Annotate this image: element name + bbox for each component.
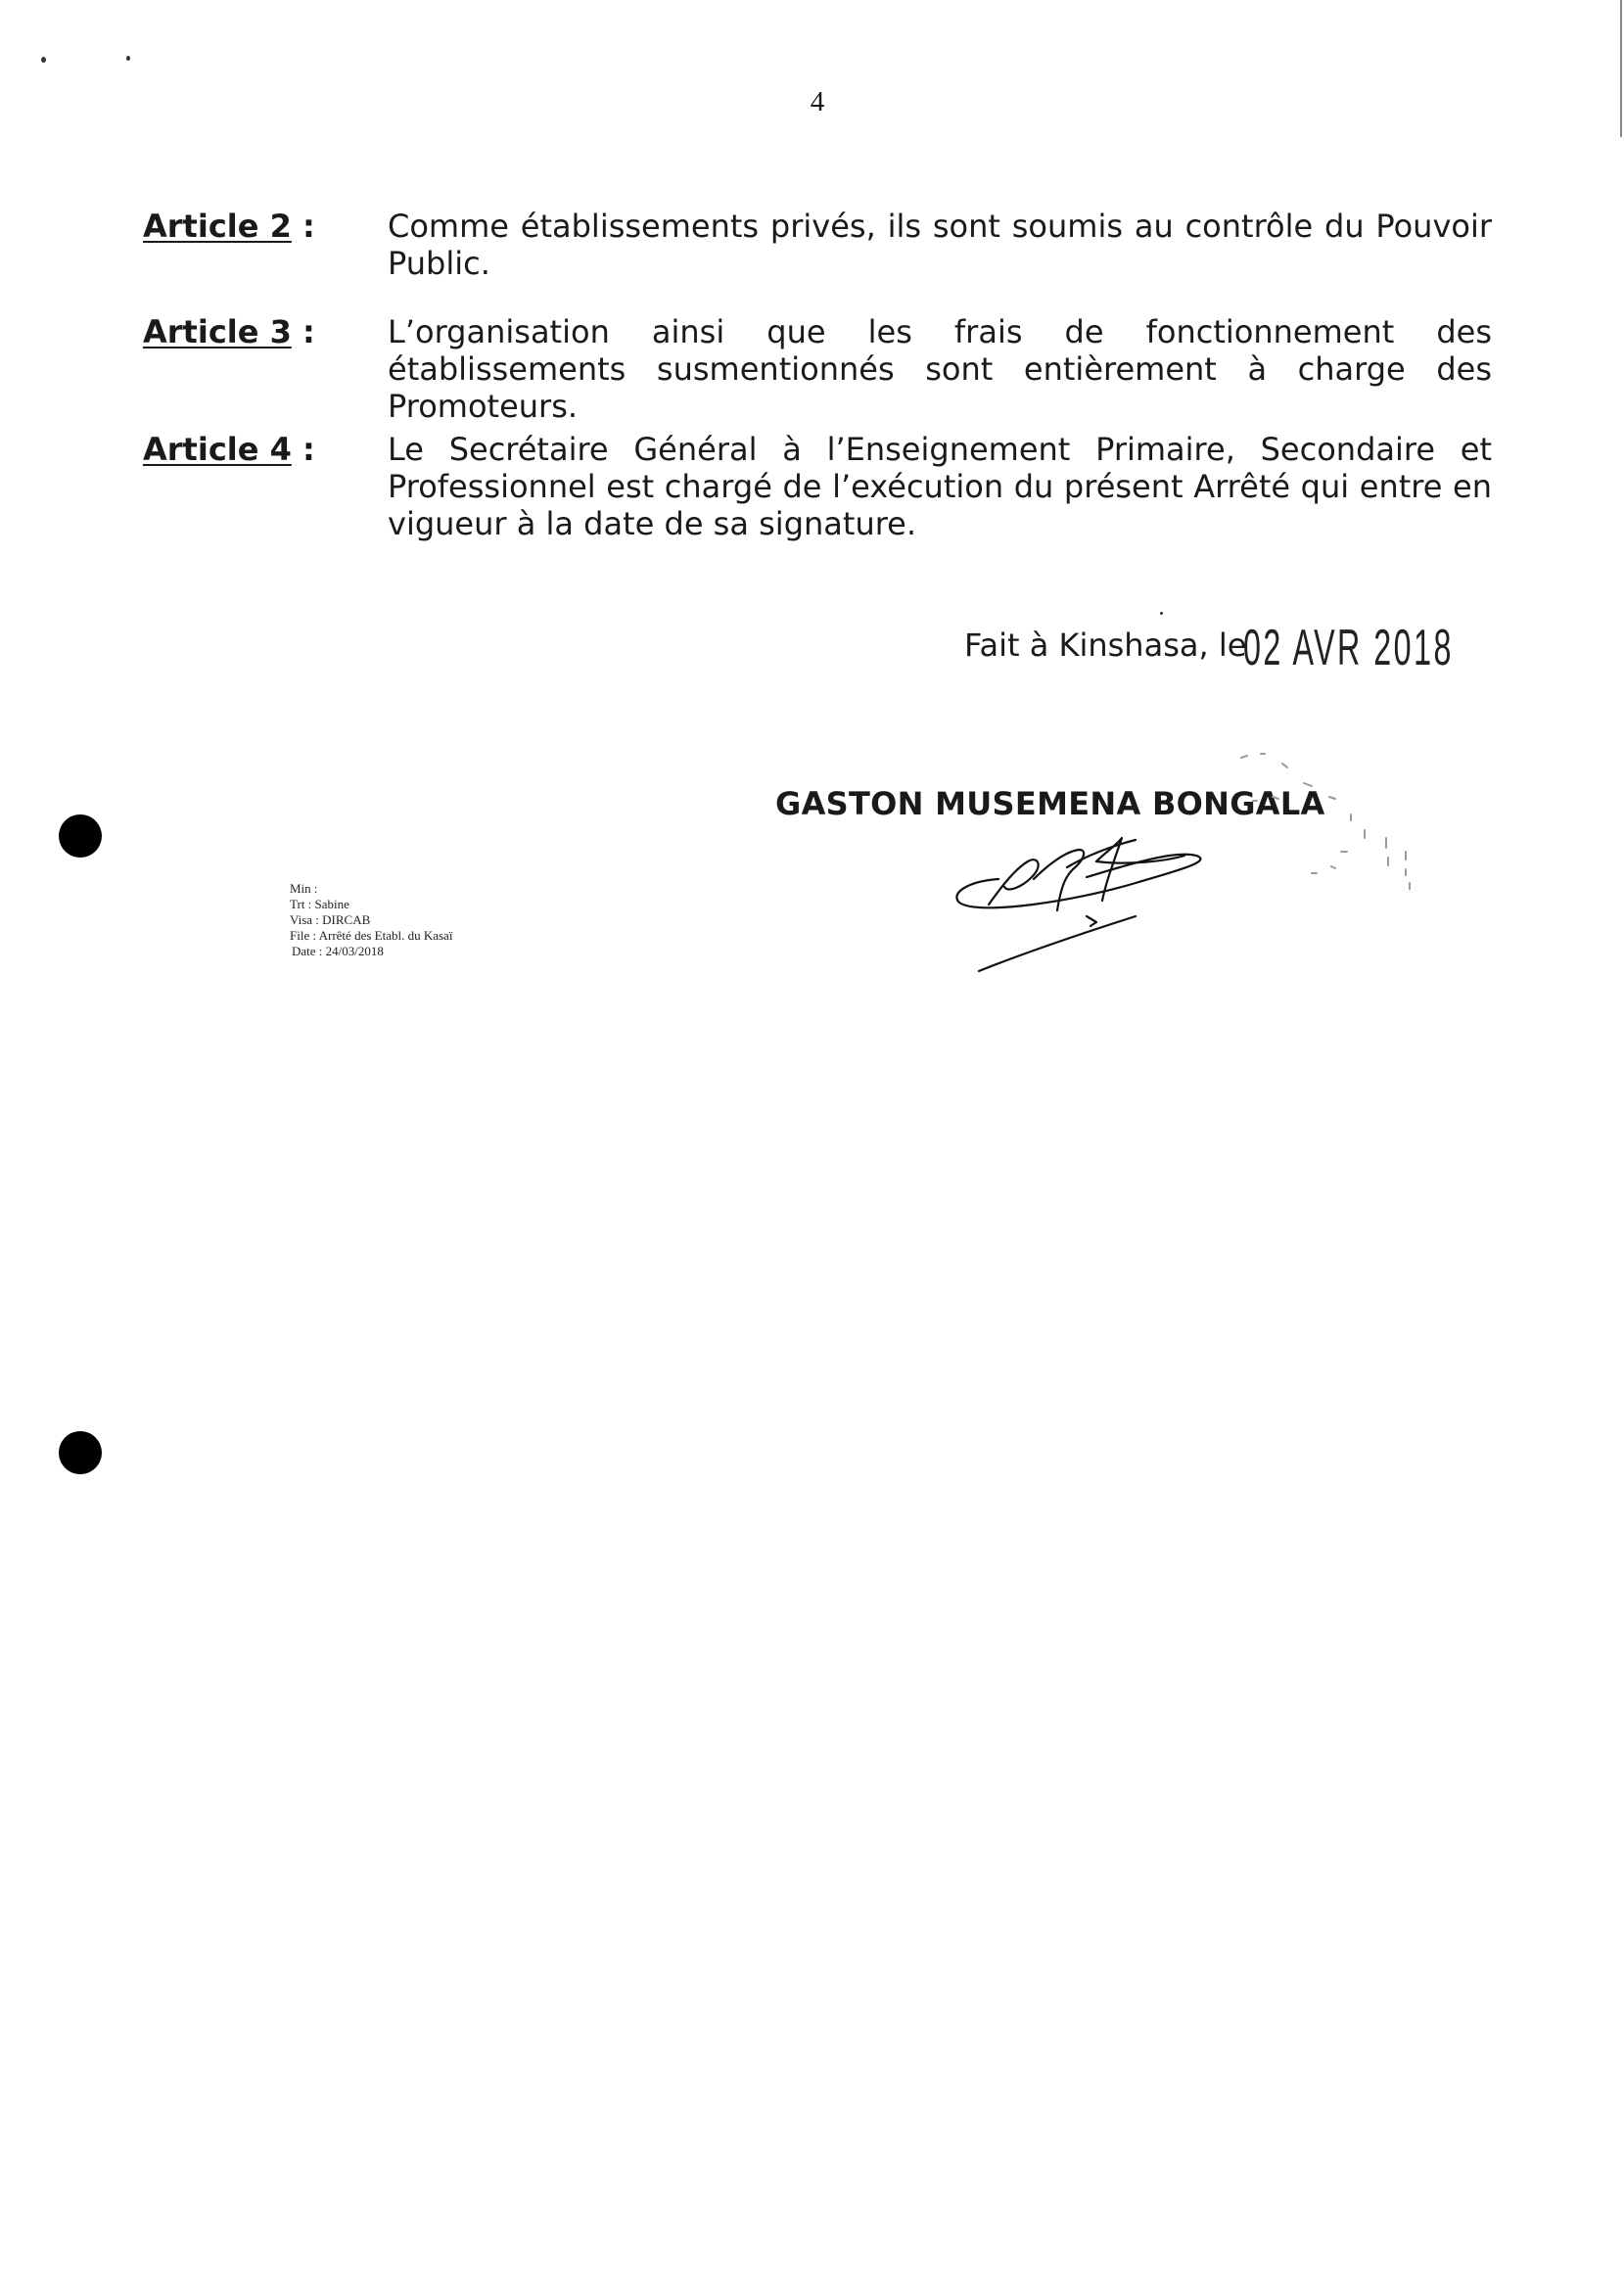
signatory-name: GASTON MUSEMENA BONGALA (775, 785, 1325, 822)
reference-block (290, 881, 452, 959)
scan-speck (41, 57, 46, 63)
punch-hole-top (59, 814, 102, 858)
article-4-label-word: Article 4 (143, 431, 292, 468)
punch-hole-bottom (59, 1431, 102, 1474)
article-3-label-word: Article 3 (143, 313, 292, 350)
article-2-label-suffix: : (291, 208, 315, 245)
article-2-text: Comme établissements privés, ils sont soumis au contrôle du Pouvoir Public. (388, 208, 1492, 282)
article-3-label (143, 313, 315, 350)
ref-visa: Visa : DIRCAB (290, 912, 371, 927)
article-2-label-word: Article 2 (143, 208, 292, 245)
page-number: 4 (810, 86, 825, 117)
scan-edge-line (1620, 0, 1622, 137)
scan-speck (126, 56, 130, 61)
ref-file: File : Arrêté des Etabl. du Kasaï (290, 928, 453, 943)
article-4-label-suffix: : (291, 431, 315, 468)
article-2-label (143, 208, 315, 245)
article-3-label-suffix: : (291, 313, 315, 350)
scan-speck (1160, 612, 1163, 615)
ref-min: Min : (290, 881, 318, 896)
handwritten-signature (940, 822, 1233, 989)
ref-date: Date : 24/03/2018 (292, 944, 384, 958)
faint-seal-marks (1214, 744, 1419, 920)
place-and-date-label: Fait à Kinshasa, le (964, 627, 1247, 664)
ref-trt: Trt : Sabine (290, 897, 349, 911)
article-3-text: L’organisation ainsi que les frais de fonctionnement des établissements susmentionnés sont entièrement à charge des Promoteurs. (388, 313, 1492, 425)
article-4-text: Le Secrétaire Général à l’Enseignement Primaire, Secondaire et Professionnel est chargé de l’exécution du présent Arrêté qui entre en vigueur à la date de sa signature. (388, 431, 1492, 542)
article-4-label (143, 431, 315, 468)
stamped-date: 02 AVR 2018 (1243, 620, 1454, 676)
